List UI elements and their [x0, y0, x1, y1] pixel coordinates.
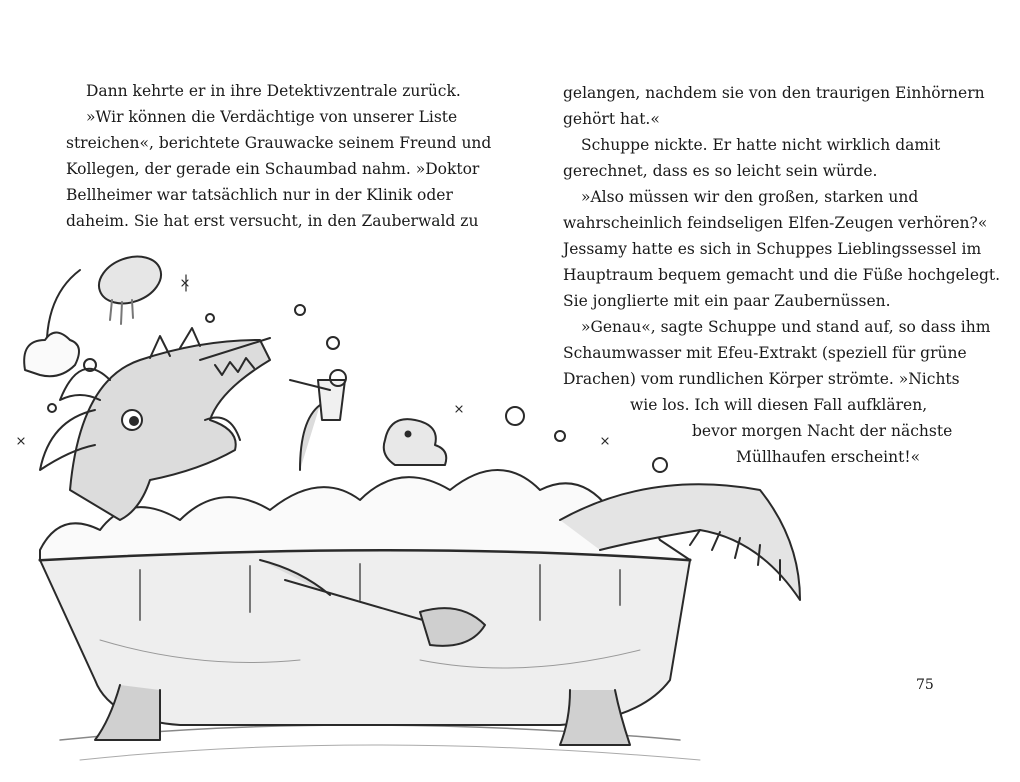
text-line: Hauptraum bequem gemacht und die Füße hochgelegt.	[563, 266, 1001, 284]
text-line: Schuppe nickte. Er hatte nicht wirklich damit	[581, 136, 941, 154]
text-line: Müllhaufen erscheint!«	[736, 448, 921, 466]
text-line: Bellheimer war tatsächlich nur in der Klinik oder	[66, 186, 453, 204]
text-line: »Genau«, sagte Schuppe und stand auf, so dass ihm	[581, 318, 991, 336]
text-line: »Also müssen wir den großen, starken und	[581, 188, 919, 206]
text-line: wahrscheinlich feindseligen Elfen-Zeugen verhören?«	[563, 214, 988, 232]
text-line: Drachen) vom rundlichen Körper strömte. »Nichts	[563, 370, 960, 388]
text-line: gehört hat.«	[563, 110, 660, 128]
text-line: Jessamy hatte es sich in Schuppes Lieblingssessel im	[563, 240, 982, 258]
text-line: Dann kehrte er in ihre Detektivzentrale zurück.	[86, 82, 461, 100]
text-line: gerechnet, dass es so leicht sein würde.	[563, 162, 878, 180]
text-line: Schaumwasser mit Efeu-Extrakt (speziell für grüne	[563, 344, 967, 362]
text-line: Kollegen, der gerade ein Schaumbad nahm. »Doktor	[66, 160, 480, 178]
text-line: bevor morgen Nacht der nächste	[692, 422, 953, 440]
text-line: streichen«, berichtete Grauwacke seinem Freund und	[66, 134, 492, 152]
text-line: »Wir können die Verdächtige von unserer Liste	[86, 108, 458, 126]
text-line: Sie jonglierte mit ein paar Zaubernüssen.	[563, 292, 891, 310]
page-number: 75	[916, 677, 934, 693]
text-line: gelangen, nachdem sie von den traurigen Einhörnern	[563, 84, 985, 102]
text-line: wie los. Ich will diesen Fall aufklären,	[630, 396, 928, 414]
text-line: daheim. Sie hat erst versucht, in den Zauberwald zu	[66, 212, 479, 230]
dragon-bath-illustration	[0, 240, 820, 782]
